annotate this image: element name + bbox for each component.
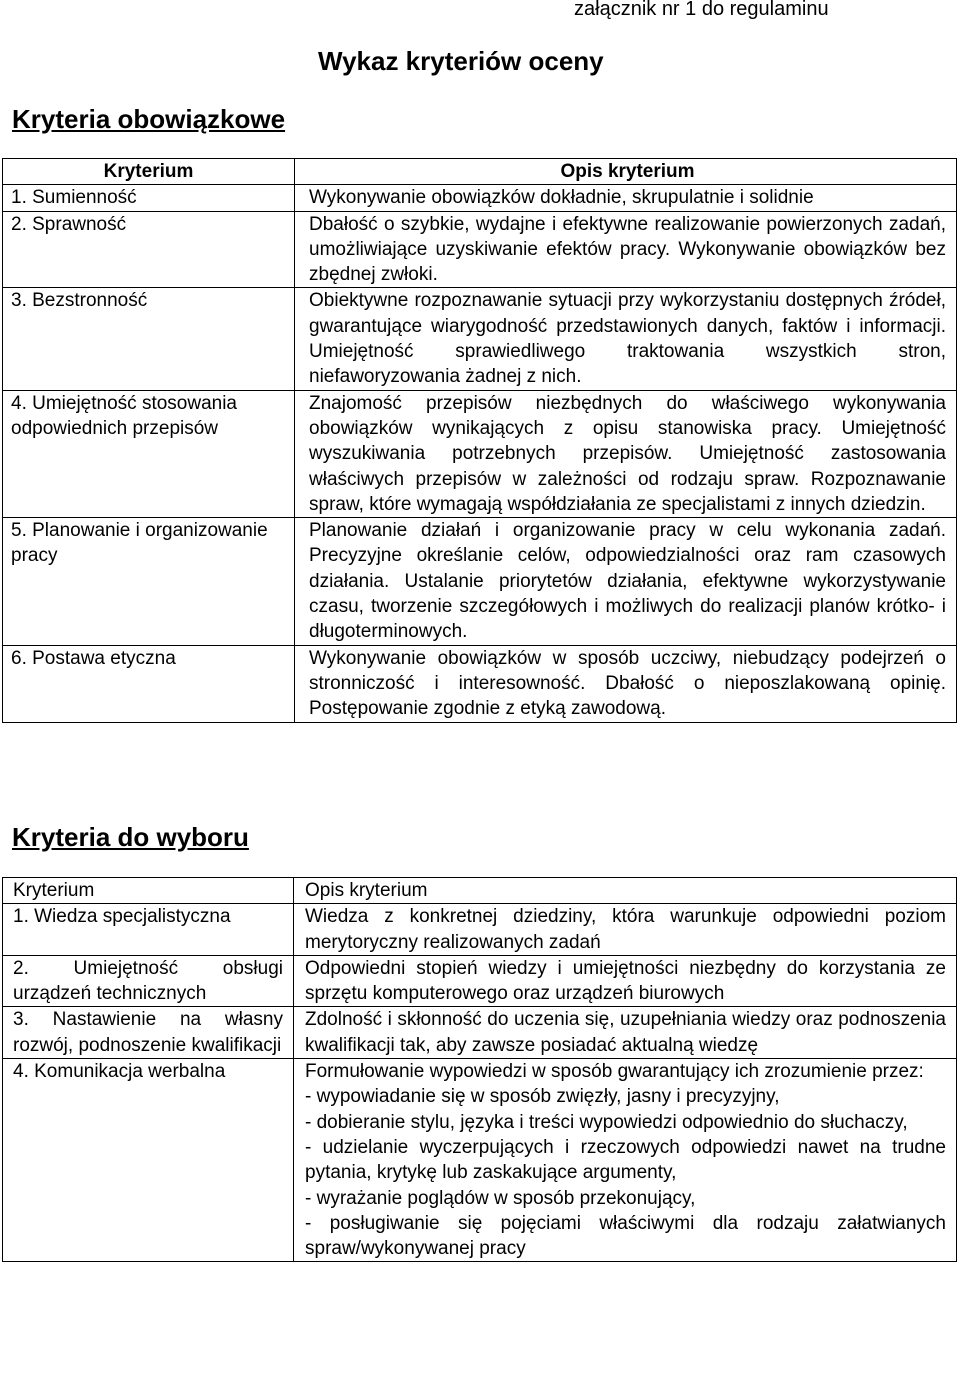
description-cell: Odpowiedni stopień wiedzy i umiejętności niezbędny do korzystania ze sprzętu komputerowego oraz urządzeń biurowych <box>294 955 957 1007</box>
criterion-cell: 6. Postawa etyczna <box>3 645 295 722</box>
description-bullet: - wyrażanie poglądów w sposób przekonujący, <box>305 1187 696 1209</box>
table-row <box>3 288 957 390</box>
page-title: Wykaz kryteriów oceny <box>318 46 604 76</box>
table-row <box>3 390 957 517</box>
description-cell: Wiedza z konkretnej dziedziny, która warunkuje odpowiedni poziom merytoryczny realizowanych zadań <box>294 904 957 956</box>
table-row <box>3 211 957 288</box>
criterion-cell: 3. Bezstronność <box>3 288 295 390</box>
criterion-cell: 2. Umiejętność obsługi urządzeń technicznych <box>3 955 294 1007</box>
table-header-row <box>3 159 957 185</box>
annex-note: załącznik nr 1 do regulaminu <box>574 0 829 20</box>
description-bullet: - wypowiadanie się w sposób zwięzły, jasny i precyzyjny, <box>305 1086 780 1108</box>
description-cell <box>294 1059 957 1262</box>
criterion-cell: 1. Sumienność <box>3 185 295 211</box>
description-cell: Obiektywne rozpoznawanie sytuacji przy wykorzystaniu dostępnych źródeł, gwarantujące wiarygodność przedstawionych danych, faktów i informacji. Umiejętność sprawiedliwego traktowania wszystkich stron, niefaworyzowania żadnej z nich. <box>295 288 957 390</box>
mandatory-criteria-table <box>2 158 957 723</box>
description-bullet: - posługiwanie się pojęciami właściwymi dla rodzaju załatwianych spraw/wykonywanej pracy <box>305 1212 946 1260</box>
description-bullet: - dobieranie stylu, języka i treści wypowiedzi odpowiednio do słuchaczy, <box>305 1111 908 1133</box>
criterion-cell: 3. Nastawienie na własny rozwój, podnoszenie kwalifikacji <box>3 1007 294 1059</box>
table-row <box>3 185 957 211</box>
table-row <box>3 955 957 1007</box>
table-row <box>3 904 957 956</box>
table-row <box>3 1007 957 1059</box>
description-bullet: - udzielanie wyczerpujących i rzeczowych odpowiedzi nawet na trudne pytania, krytykę lub zaskakujące argumenty, <box>305 1136 946 1184</box>
table-row <box>3 1059 957 1262</box>
criterion-cell: 2. Sprawność <box>3 211 295 288</box>
description-cell: Dbałość o szybkie, wydajne i efektywne realizowanie powierzonych zadań, umożliwiające uzyskiwanie efektów pracy. Wykonywanie obowiązków bez zbędnej zwłoki. <box>295 211 957 288</box>
criterion-cell: 5. Planowanie i organizowanie pracy <box>3 518 295 645</box>
criterion-cell: 1. Wiedza specjalistyczna <box>3 904 294 956</box>
description-intro: Formułowanie wypowiedzi w sposób gwarantujący ich zrozumienie przez: <box>305 1061 924 1083</box>
description-cell: Wykonywanie obowiązków w sposób uczciwy, niebudzący podejrzeń o stronniczość i interesowność. Dbałość o nieposzlakowaną opinię. Postępowanie zgodnie z etyką zawodową. <box>295 645 957 722</box>
criterion-cell: 4. Komunikacja werbalna <box>3 1059 294 1262</box>
section-title-optional: Kryteria do wyboru <box>12 822 249 852</box>
column-header-description: Opis kryterium <box>295 159 957 185</box>
column-header-criterion: Kryterium <box>3 159 295 185</box>
description-cell: Zdolność i skłonność do uczenia się, uzupełniania wiedzy oraz podnoszenia kwalifikacji tak, aby zawsze posiadać aktualną wiedzę <box>294 1007 957 1059</box>
table-row <box>3 645 957 722</box>
section-title-mandatory: Kryteria obowiązkowe <box>12 104 286 134</box>
criterion-cell: 4. Umiejętność stosowania odpowiednich przepisów <box>3 390 295 517</box>
description-cell: Znajomość przepisów niezbędnych do właściwego wykonywania obowiązków wynikających z opisu stanowiska pracy. Umiejętność wyszukiwania potrzebnych przepisów. Umiejętność zastosowania właściwych przepisów w zależności od rodzaju spraw. Rozpoznawanie spraw, które wymagają współdziałania ze specjalistami z innych dziedzin. <box>295 390 957 517</box>
table-header-row <box>3 878 957 904</box>
column-header-criterion: Kryterium <box>3 878 294 904</box>
table-row <box>3 518 957 645</box>
optional-criteria-table <box>2 877 957 1262</box>
column-header-description: Opis kryterium <box>294 878 957 904</box>
description-cell: Planowanie działań i organizowanie pracy w celu wykonania zadań. Precyzyjne określanie celów, odpowiedzialności oraz ram czasowych działania. Ustalanie priorytetów działania, efektywne wykorzystywanie czasu, tworzenie szczegółowych i możliwych do realizacji planów krótko- i długoterminowych. <box>295 518 957 645</box>
description-cell: Wykonywanie obowiązków dokładnie, skrupulatnie i solidnie <box>295 185 957 211</box>
